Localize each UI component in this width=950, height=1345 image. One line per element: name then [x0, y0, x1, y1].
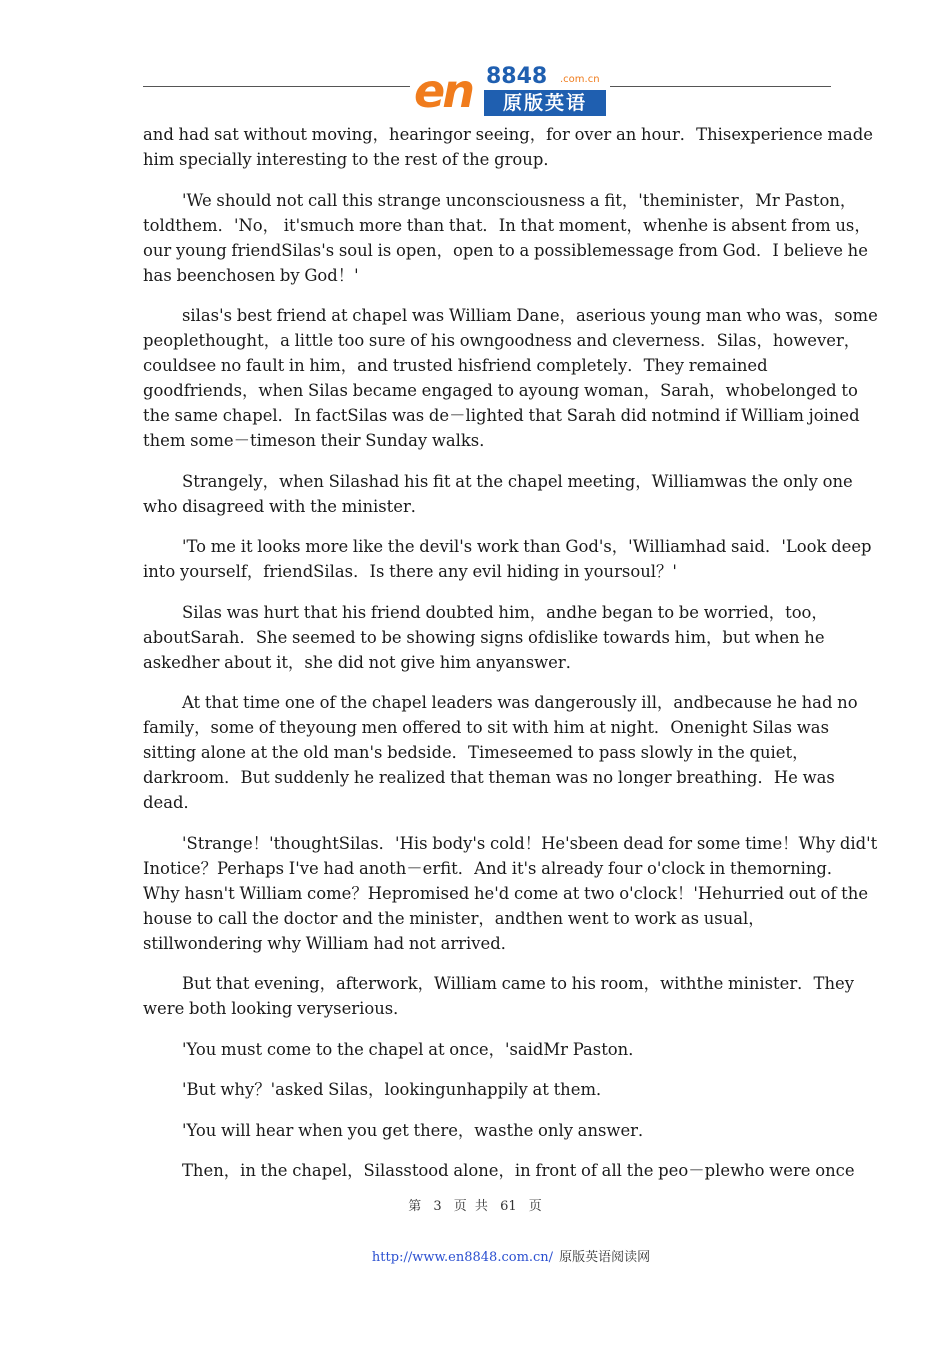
footer-site-name: 原版英语阅读网: [559, 1250, 651, 1265]
paragraph: 'But why？'asked Silas，lookingunhappily at them．: [182, 1080, 613, 1099]
page-suffix: 页: [528, 1199, 542, 1214]
paragraph: and had sat without moving，hearingor seeing，for over an hour．Thisexperience made him specially interesting to the rest of the group．: [143, 125, 873, 169]
paragraph: silas's best friend at chapel was William Dane，aserious young man who was，some peoplethought，a little too sure of his owngoodness and cleverness．Silas，however，couldsee no fault in him，and trusted hisfriend completely．They remained goodfriends，when Silas became engaged to ayoung woman，Sarah，whobelonged to the same chapel．In factSilas was de－lighted that Sarah did notmind if William joined them some－timeson their Sunday walks．: [143, 306, 878, 450]
page-body: [143, 122, 878, 1199]
paragraph: 'To me it looks more like the devil's work than God's，'Williamhad said．'Look deep into yourself，friendSilas．Is there any evil hiding in yoursoul？': [143, 537, 872, 581]
logo-chinese-title: 原版英语: [484, 90, 606, 116]
paragraph: Silas was hurt that his friend doubted him，andhe began to be worried，too，aboutSarah．She seemed to be showing signs ofdislike towards him，but when he askedher about it，she did not give him anyanswer．: [143, 602, 828, 672]
logo-number: 8848: [486, 64, 548, 89]
page-middle: 页 共: [453, 1199, 488, 1214]
page-prefix: 第: [408, 1199, 422, 1214]
paragraph: But that evening，afterwork，William came to his room，withthe minister．They were both looking veryserious．: [143, 974, 854, 1018]
paragraph: 'You must come to the chapel at once，'saidMr Paston．: [182, 1039, 645, 1059]
paragraph: Strangely，when Silashad his fit at the chapel meeting，Williamwas the only one who disagreed with the minister．: [143, 471, 853, 516]
paragraph: 'Strange！'thoughtSilas．'His body's cold！He'sbeen dead for some time！Why did't Inotice？Perhaps I've had anoth－erfit．And it's already four o'clock in themorning．Why hasn't William come？Hepromised he'd come at two o'clock！'Hehurried out of the house to call the doctor and the minister，andthen went to work as usual，stillwondering why William had not arrived．: [143, 833, 878, 953]
page-counter: [0, 1198, 950, 1216]
page-total: 61: [500, 1199, 517, 1214]
logo-en-mark: en: [414, 64, 472, 118]
paragraph: 'We should not call this strange unconsciousness a fit，'theminister，Mr Paston，toldthem．'No， it'smuch more than that．In that moment，whenhe is absent from us，our young friendSilas's soul is open，open to a possiblemessage from God．I believe he has beenchosen by God！': [143, 190, 871, 285]
paragraph: At that time one of the chapel leaders was dangerously ill，andbecause he had no family，some of theyoung men offered to sit with him at night．Onenight Silas was sitting alone at the old man's bedside．Timeseemed to pass slowly in the quiet，darkroom．But suddenly he realized that theman was no longer breathing．He was dead．: [143, 693, 858, 812]
paragraph: Then，in the chapel，Silasstood alone，in front of all the peo－plewho were once: [182, 1161, 855, 1180]
paragraph: 'You will hear when you get there，wasthe only answer．: [182, 1120, 655, 1140]
footer-url-link[interactable]: http://www.en8848.com.cn/: [371, 1250, 554, 1265]
site-logo[interactable]: [410, 64, 610, 118]
logo-domain: .com.cn: [560, 74, 600, 85]
footer-source: [0, 1249, 950, 1267]
page-number: 3: [433, 1199, 442, 1214]
